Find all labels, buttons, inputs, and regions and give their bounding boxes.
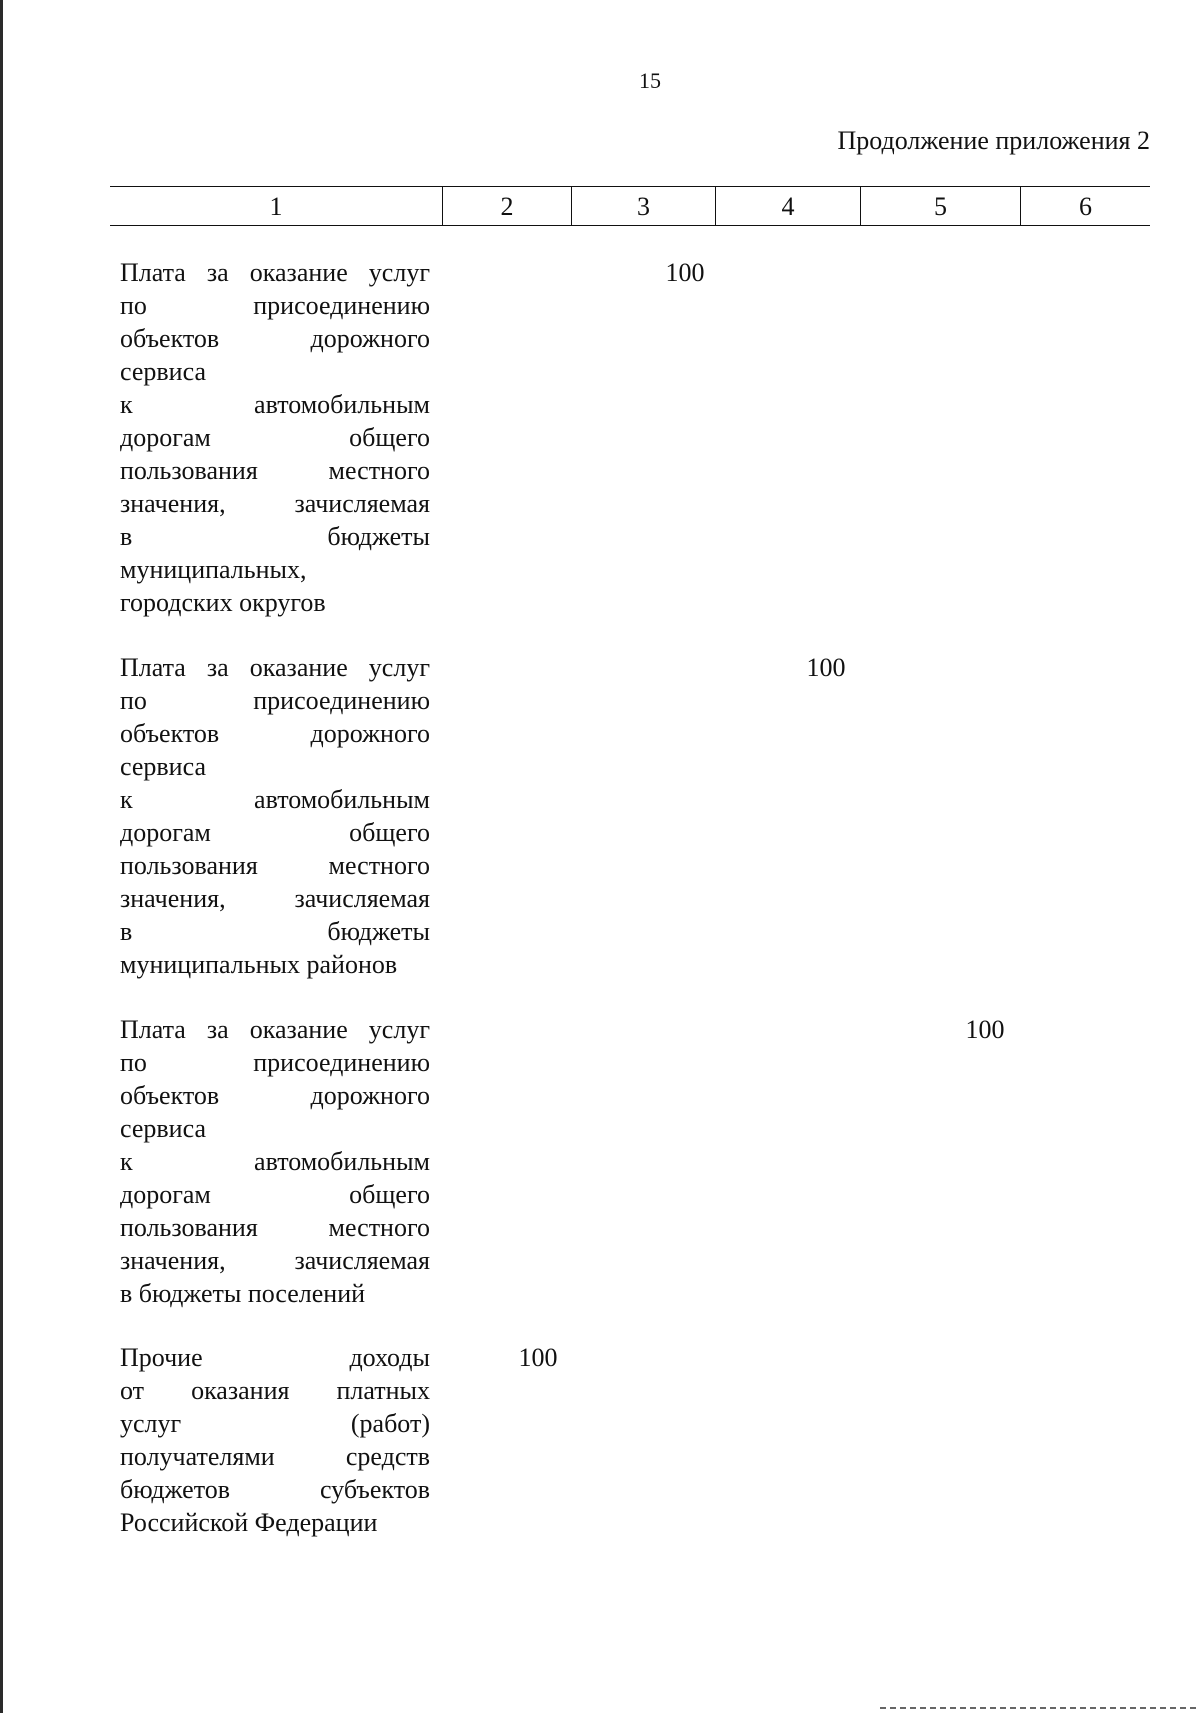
description-line: в бюджеты [120,522,430,551]
description-line: дорогам общего [120,423,430,452]
description-line: значения, зачисляемая [120,884,430,913]
scan-left-edge [0,0,3,1713]
table-row-2-description [120,651,430,981]
table-row-1-description [120,256,430,619]
description-line: дорогам общего [120,1180,430,1209]
description-line: Плата за оказание услуг [120,1015,430,1044]
description-line: городских округов [120,588,326,617]
table-row-4-value: 100 [518,1343,558,1372]
description-line: пользования местного [120,1213,430,1242]
table-row-3-description [120,1013,430,1310]
description-line: дорогам общего [120,818,430,847]
description-line: пользования местного [120,456,430,485]
description-line: в бюджеты поселений [120,1279,366,1308]
description-line: сервиса [120,357,206,386]
column-header-3: 3 [572,187,716,225]
description-line: услуг (работ) [120,1409,430,1438]
description-line: объектов дорожного [120,719,430,748]
description-line: к автомобильным [120,1147,430,1176]
description-line: бюджетов субъектов [120,1475,430,1504]
scan-bottom-edge [880,1707,1200,1709]
description-line: объектов дорожного [120,324,430,353]
description-line: получателями средств [120,1442,430,1471]
table-row-2-value: 100 [806,653,846,682]
description-line: Прочие доходы [120,1343,430,1372]
table-row-4-description [120,1341,430,1539]
description-line: Российской Федерации [120,1508,378,1537]
description-line: по присоединению [120,686,430,715]
description-line: пользования местного [120,851,430,880]
column-header-5: 5 [861,187,1021,225]
description-line: муниципальных районов [120,950,398,979]
column-header-1: 1 [110,187,443,225]
continuation-title: Продолжение приложения 2 [837,126,1150,155]
description-line: от оказания платных [120,1376,430,1405]
description-line: муниципальных, [120,555,307,584]
description-line: Плата за оказание услуг [120,653,430,682]
column-header-4: 4 [716,187,861,225]
table-header-row [110,186,1150,226]
table-row-3-value: 100 [965,1015,1005,1044]
description-line: по присоединению [120,291,430,320]
description-line: значения, зачисляемая [120,1246,430,1275]
description-line: Плата за оказание услуг [120,258,430,287]
description-line: значения, зачисляемая [120,489,430,518]
table-row-1-value: 100 [665,258,705,287]
column-header-2: 2 [443,187,572,225]
page-number: 15 [639,68,661,93]
description-line: объектов дорожного [120,1081,430,1110]
description-line: к автомобильным [120,390,430,419]
description-line: по присоединению [120,1048,430,1077]
description-line: к автомобильным [120,785,430,814]
description-line: сервиса [120,752,206,781]
column-header-6: 6 [1079,192,1092,221]
description-line: сервиса [120,1114,206,1143]
description-line: в бюджеты [120,917,430,946]
